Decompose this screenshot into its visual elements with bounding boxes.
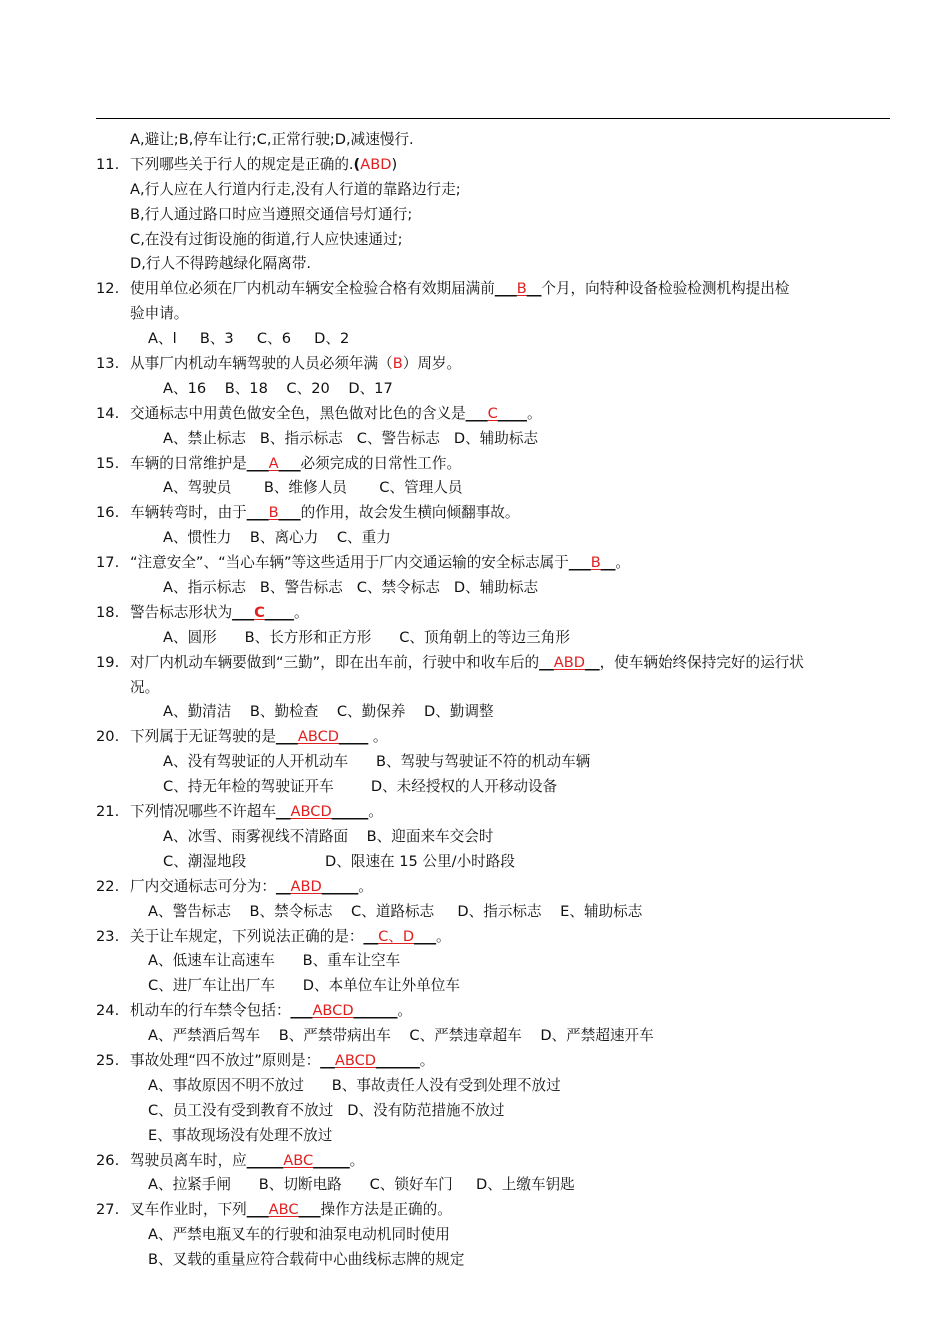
text-line <box>0 700 950 725</box>
text-segment: ___ <box>494 280 517 298</box>
text-segment: __ <box>526 280 542 298</box>
text-segment: 。 <box>368 728 388 746</box>
text-line <box>0 1124 950 1149</box>
text-line <box>0 1223 950 1248</box>
text-segment: ___ <box>275 728 298 746</box>
text-segment: _____ <box>313 1151 350 1169</box>
answer-text: ABD <box>290 877 322 895</box>
text-segment: 必须完成的日常性工作。 <box>300 454 462 472</box>
text-segment: A、低速车让高速车 B、重车让空车 <box>148 952 401 970</box>
answer-text: B <box>590 554 601 572</box>
text-segment: C、潮湿地段 D、限速在 15 公里/小时路段 <box>163 852 515 870</box>
text-segment: 使用单位必须在厂内机动车辆安全检验合格有效期届满前 <box>130 280 495 298</box>
question-number: 26. <box>96 1151 120 1169</box>
answer-text: ABCD <box>312 1002 354 1020</box>
text-line <box>0 775 950 800</box>
answer-text: ABCD <box>297 728 340 746</box>
question-line <box>0 651 950 676</box>
answer-text: ABC <box>283 1151 314 1169</box>
question-line <box>0 402 950 427</box>
text-segment: ，使车辆始终保持完好的运行状 <box>599 653 804 671</box>
text-segment: A、勤清洁 B、勤检查 C、勤保养 D、勤调整 <box>163 703 494 721</box>
text-line <box>0 1248 950 1273</box>
text-line <box>0 750 950 775</box>
text-segment: ____ <box>497 404 527 422</box>
line-text <box>130 352 461 377</box>
text-line <box>0 228 950 253</box>
line-text <box>130 178 461 203</box>
text-segment: _____ <box>321 877 359 895</box>
text-segment: 。 <box>526 404 542 422</box>
line-text <box>163 750 590 775</box>
text-segment: ( <box>353 155 361 173</box>
text-line <box>0 949 950 974</box>
text-segment: 下列哪些关于行人的规定是正确的. <box>130 155 354 173</box>
text-line <box>0 626 950 651</box>
text-segment: ____ <box>264 603 294 621</box>
question-line <box>0 501 950 526</box>
answer-text: B <box>392 355 403 373</box>
question-line <box>0 875 950 900</box>
text-segment: A、冰雪、雨雾视线不清路面 B、迎面来车交会时 <box>163 827 494 845</box>
text-line <box>0 1173 950 1198</box>
text-line <box>0 302 950 327</box>
line-text <box>130 302 188 327</box>
answer-text: ABD <box>553 653 585 671</box>
text-segment: __ <box>600 554 616 572</box>
line-text <box>130 252 311 277</box>
question-number: 15. <box>96 454 120 472</box>
line-text <box>130 402 542 427</box>
question-number: 27. <box>96 1201 120 1219</box>
text-line <box>0 974 950 999</box>
text-segment: 。 <box>368 803 383 821</box>
text-segment: ______ <box>376 1051 420 1069</box>
text-segment: A、惯性力 B、离心力 C、重力 <box>163 529 391 547</box>
question-number: 16. <box>96 504 120 522</box>
text-segment: B、叉载的重量应符合载荷中心曲线标志牌的规定 <box>148 1251 465 1269</box>
question-number: 22. <box>96 877 120 895</box>
answer-text: B <box>268 504 279 522</box>
question-line <box>0 925 950 950</box>
line-text <box>130 228 402 253</box>
text-segment: A,行人应在人行道内行走,没有人行道的靠路边行走; <box>130 180 461 198</box>
line-text <box>130 1198 452 1223</box>
text-segment: 况。 <box>130 678 160 696</box>
text-segment: 。 <box>615 554 630 572</box>
answer-text: C <box>254 603 265 621</box>
text-line <box>0 526 950 551</box>
text-segment: 对厂内机动车辆要做到“三勤”，即在出车前，行驶中和收车后的 <box>130 653 540 671</box>
text-segment: ）周岁。 <box>402 355 462 373</box>
text-segment: 交通标志中用黄色做安全色，黑色做对比色的含义是 <box>130 404 466 422</box>
line-text <box>130 551 630 576</box>
answer-text: ABCD <box>334 1051 377 1069</box>
line-text <box>130 651 804 676</box>
question-line <box>0 800 950 825</box>
text-segment: 机动车的行车禁令包括： <box>130 1002 291 1020</box>
text-line <box>0 1024 950 1049</box>
text-segment: A、指示标志 B、警告标志 C、禁令标志 D、辅助标志 <box>163 579 539 597</box>
text-segment: 。 <box>349 1151 365 1169</box>
text-line <box>0 128 950 153</box>
text-line <box>0 252 950 277</box>
line-text <box>130 800 383 825</box>
text-segment: ______ <box>353 1002 398 1020</box>
line-text <box>148 1248 464 1273</box>
question-line <box>0 452 950 477</box>
question-line <box>0 551 950 576</box>
line-text <box>130 1049 434 1074</box>
text-line <box>0 576 950 601</box>
text-segment: ___ <box>298 1201 321 1219</box>
text-segment: 。 <box>293 603 309 621</box>
text-segment: ___ <box>246 504 269 522</box>
line-text <box>163 476 462 501</box>
text-segment: A,避让;B,停车让行;C,正常行驶;D,减速慢行. <box>130 131 414 148</box>
text-segment: 。 <box>397 1002 412 1020</box>
question-line <box>0 153 950 178</box>
header-rule <box>96 118 890 119</box>
question-number: 19. <box>96 653 120 671</box>
text-segment: _____ <box>331 803 369 821</box>
text-line <box>0 900 950 925</box>
line-text <box>130 676 159 701</box>
line-text <box>163 427 538 452</box>
question-line <box>0 1049 950 1074</box>
text-segment: 车辆的日常维护是 <box>130 454 247 472</box>
line-text <box>130 875 373 900</box>
text-line <box>0 850 950 875</box>
line-text <box>148 949 400 974</box>
question-number: 24. <box>96 1002 120 1020</box>
line-text <box>163 576 538 601</box>
text-line <box>0 1099 950 1124</box>
text-line <box>0 476 950 501</box>
text-segment: A、没有驾驶证的人开机动车 B、驾驶与驾驶证不符的机动车辆 <box>163 753 591 771</box>
text-segment: A、禁止标志 B、指示标志 C、警告标志 D、辅助标志 <box>163 429 539 447</box>
text-segment: 厂内交通标志可分为： <box>130 877 276 895</box>
text-segment: D,行人不得跨越绿化隔离带. <box>130 255 312 273</box>
text-segment: 事故处理“四不放过”原则是： <box>130 1051 321 1069</box>
line-text <box>163 377 393 402</box>
text-segment: __ <box>275 877 291 895</box>
line-text <box>163 850 515 875</box>
text-segment: E、事故现场没有处理不放过 <box>148 1126 333 1144</box>
text-segment: ___ <box>278 454 301 472</box>
answer-text: C <box>487 404 498 422</box>
answer-text: C、D <box>378 927 415 945</box>
answer-text: B <box>516 280 527 298</box>
text-segment: __ <box>275 803 291 821</box>
text-segment: ___ <box>232 603 255 621</box>
line-text <box>148 1099 504 1124</box>
text-segment: 车辆转弯时，由于 <box>130 504 247 522</box>
question-number: 14. <box>96 404 120 422</box>
text-segment: C、员工没有受到教育不放过 D、没有防范措施不放过 <box>148 1101 505 1119</box>
text-line <box>0 377 950 402</box>
question-line <box>0 1198 950 1223</box>
line-text <box>163 526 391 551</box>
text-segment: 从事厂内机动车辆驾驶的人员必须年满（ <box>130 355 393 373</box>
text-segment: 。 <box>419 1051 435 1069</box>
text-segment: “注意安全”、“当心车辆”等这些适用于厂内交通运输的安全标志属于 <box>130 554 569 572</box>
question-number: 25. <box>96 1051 120 1069</box>
text-line <box>0 676 950 701</box>
line-text <box>148 327 349 352</box>
question-line <box>0 352 950 377</box>
text-segment: B,行人通过路口时应当遵照交通信号灯通行; <box>130 205 413 223</box>
text-segment: __ <box>539 653 554 671</box>
text-segment: 关于让车规定，下列说法正确的是： <box>130 927 364 945</box>
line-text <box>163 825 493 850</box>
text-segment: C,在没有过街设施的街道,行人应快速通过; <box>130 230 403 248</box>
line-text <box>148 1074 561 1099</box>
text-segment: A、警告标志 B、禁令标志 C、道路标志 D、指示标志 E、辅助标志 <box>148 902 643 920</box>
text-segment: 驾驶员离车时，应 <box>130 1151 247 1169</box>
text-line <box>0 327 950 352</box>
text-segment: 的作用，故会发生横向倾翻事故。 <box>300 504 520 522</box>
question-number: 11. <box>96 155 120 173</box>
line-text <box>148 1024 654 1049</box>
line-text <box>130 203 412 228</box>
text-segment: 个月，向特种设备检验检测机构提出检 <box>541 280 790 298</box>
question-number: 18. <box>96 603 120 621</box>
line-text <box>130 601 309 626</box>
question-line <box>0 725 950 750</box>
text-segment: 验申请。 <box>130 305 189 323</box>
question-line <box>0 601 950 626</box>
text-segment: 下列属于无证驾驶的是 <box>130 728 276 746</box>
line-text <box>148 974 460 999</box>
text-line <box>0 203 950 228</box>
text-segment: __ <box>363 927 379 945</box>
line-text <box>130 452 461 477</box>
text-segment: 下列情况哪些不许超车 <box>130 803 276 821</box>
text-segment: 。 <box>358 877 373 895</box>
text-segment: ___ <box>465 404 488 422</box>
text-line <box>0 427 950 452</box>
answer-text: ABD <box>360 155 392 173</box>
text-line <box>0 825 950 850</box>
question-line <box>0 999 950 1024</box>
line-text <box>148 1223 450 1248</box>
text-segment: 叉车作业时，下列 <box>130 1201 247 1219</box>
question-line <box>0 1149 950 1174</box>
line-text <box>148 1124 332 1149</box>
text-segment: ___ <box>290 1002 313 1020</box>
text-segment: ___ <box>568 554 591 572</box>
text-segment: ___ <box>414 927 437 945</box>
question-number: 13. <box>96 355 120 373</box>
answer-text: ABC <box>268 1201 299 1219</box>
line-text <box>130 725 387 750</box>
text-segment: A、拉紧手闸 B、切断电路 C、锁好车门 D、上缴车钥匙 <box>148 1176 575 1194</box>
text-segment: _____ <box>246 1151 284 1169</box>
line-text <box>163 626 570 651</box>
line-text <box>130 925 451 950</box>
line-text <box>130 1149 364 1174</box>
text-segment: 。 <box>436 927 451 945</box>
text-segment: C、持无年检的驾驶证开车 D、未经授权的人开移动设备 <box>163 778 558 796</box>
text-segment: A、l B、3 C、6 D、2 <box>148 330 350 348</box>
text-segment: __ <box>584 653 600 671</box>
question-number: 20. <box>96 728 120 746</box>
line-text <box>130 277 789 302</box>
text-segment: 操作方法是正确的。 <box>320 1201 452 1219</box>
text-segment: 警告标志形状为 <box>130 603 233 621</box>
text-segment: A、严禁酒后驾车 B、严禁带病出车 C、严禁违章超车 D、严禁超速开车 <box>148 1027 654 1045</box>
line-text <box>163 775 557 800</box>
text-segment: __ <box>320 1051 335 1069</box>
text-line <box>0 178 950 203</box>
text-segment: ___ <box>246 1201 269 1219</box>
line-text <box>148 1173 575 1198</box>
text-line <box>0 1074 950 1099</box>
answer-text: A <box>268 454 279 472</box>
text-segment: ____ <box>339 728 369 746</box>
line-text <box>130 999 412 1024</box>
text-segment: ) <box>391 155 398 173</box>
question-number: 12. <box>96 280 120 298</box>
line-text <box>163 700 494 725</box>
document-body <box>0 128 950 1273</box>
text-segment: A、16 B、18 C、20 D、17 <box>163 379 393 397</box>
line-text <box>130 128 414 153</box>
answer-text: ABCD <box>290 803 332 821</box>
question-line <box>0 277 950 302</box>
line-text <box>148 900 642 925</box>
question-number: 21. <box>96 803 120 821</box>
question-number: 23. <box>96 927 120 945</box>
text-segment: A、事故原因不明不放过 B、事故责任人没有受到处理不放过 <box>148 1076 561 1094</box>
text-segment: ___ <box>246 454 269 472</box>
text-segment: A、圆形 B、长方形和正方形 C、顶角朝上的等边三角形 <box>163 628 570 646</box>
line-text <box>130 501 519 526</box>
text-segment: C、进厂车让出厂车 D、本单位车让外单位车 <box>148 977 460 995</box>
question-number: 17. <box>96 554 120 572</box>
text-segment: ___ <box>278 504 301 522</box>
line-text <box>130 153 397 178</box>
text-segment: A、严禁电瓶叉车的行驶和油泵电动机同时使用 <box>148 1226 450 1244</box>
text-segment: A、驾驶员 B、维修人员 C、管理人员 <box>163 479 463 497</box>
